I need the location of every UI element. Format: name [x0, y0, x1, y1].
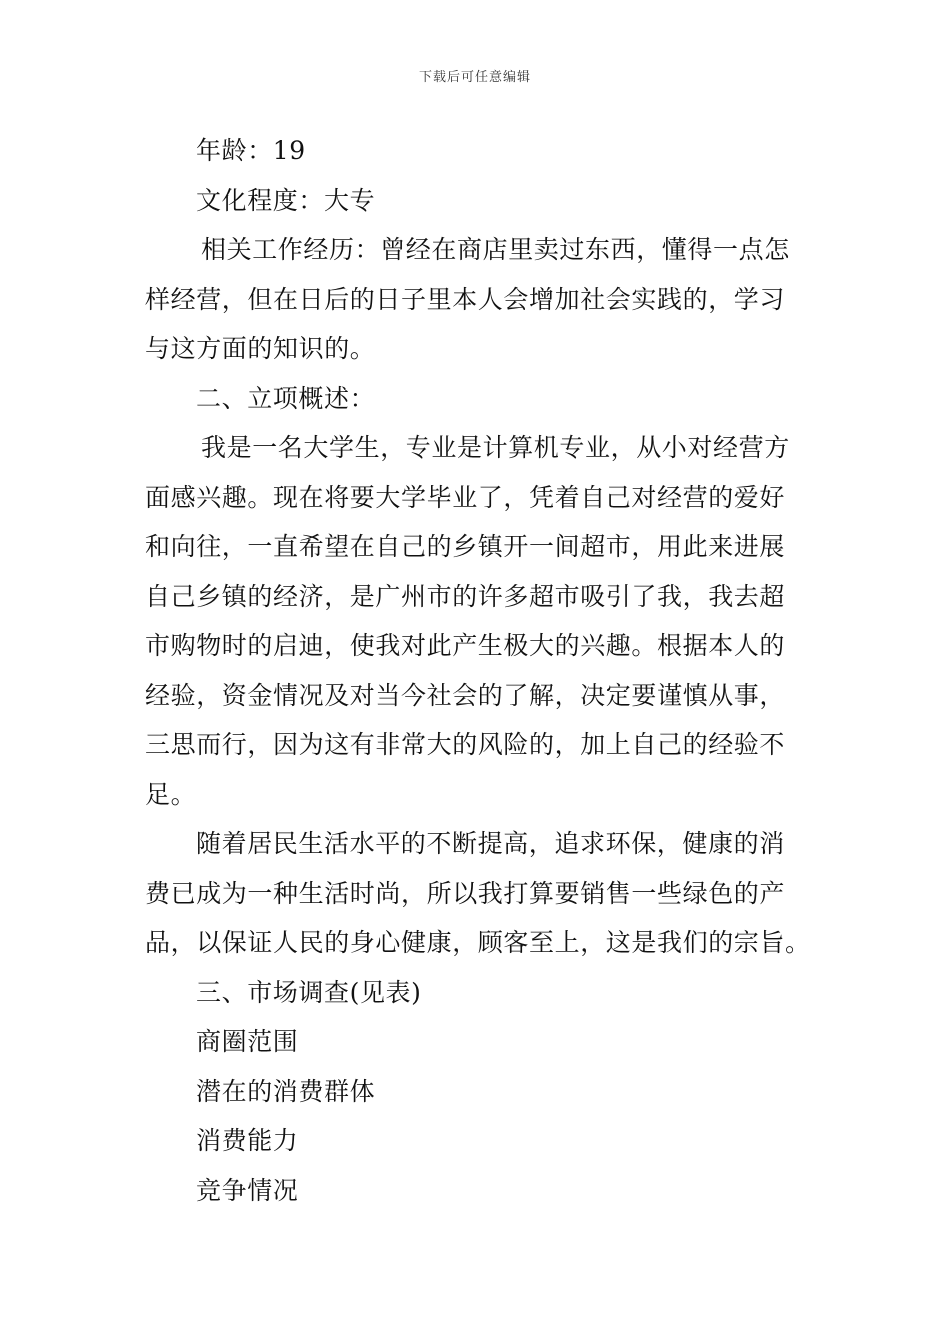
- overview-paragraph-line: 面感兴趣。现在将要大学毕业了，凭着自己对经营的爱好: [145, 482, 786, 512]
- green-products-paragraph-line: 费已成为一种生活时尚，所以我打算要销售一些绿色的产: [145, 878, 786, 908]
- survey-item-consumption-capacity: 消费能力: [196, 1126, 299, 1155]
- survey-item-trade-area: 商圈范围: [196, 1027, 299, 1056]
- age-line: 年龄：19: [196, 136, 306, 165]
- experience-paragraph-line: 相关工作经历：曾经在商店里卖过东西，懂得一点怎: [201, 235, 790, 264]
- education-line: 文化程度：大专: [196, 185, 376, 215]
- experience-paragraph-line: 样经营，但在日后的日子里本人会增加社会实践的，学习: [145, 284, 786, 314]
- experience-paragraph-line: 与这方面的知识的。: [145, 334, 376, 363]
- overview-paragraph-line: 经验，资金情况及对当今社会的了解，决定要谨慎从事，: [145, 680, 786, 710]
- green-products-paragraph-line: 品，以保证人民的身心健康，顾客至上，这是我们的宗旨。: [145, 928, 811, 957]
- header-note: 下载后可任意编辑: [418, 70, 531, 85]
- overview-paragraph-line: 和向往，一直希望在自己的乡镇开一间超市，用此来进展: [145, 532, 786, 561]
- overview-paragraph-line: 我是一名大学生，专业是计算机专业，从小对经营方: [201, 433, 790, 462]
- green-products-paragraph-line: 随着居民生活水平的不断提高，追求环保，健康的消: [196, 829, 785, 858]
- overview-paragraph-line: 自己乡镇的经济，是广州市的许多超市吸引了我，我去超: [145, 581, 786, 611]
- overview-paragraph-line: 足。: [145, 779, 197, 809]
- overview-paragraph-line: 市购物时的启迪，使我对此产生极大的兴趣。根据本人的: [145, 631, 786, 660]
- survey-item-competition: 竞争情况: [196, 1175, 299, 1205]
- overview-paragraph-line: 三思而行，因为这有非常大的风险的，加上自己的经验不: [145, 730, 786, 759]
- survey-item-potential-consumers: 潜在的消费群体: [196, 1076, 376, 1106]
- section-heading-project-overview: 二、立项概述：: [196, 383, 376, 413]
- section-heading-market-survey: 三、市场调查(见表): [196, 977, 422, 1007]
- document-body: [145, 126, 811, 1215]
